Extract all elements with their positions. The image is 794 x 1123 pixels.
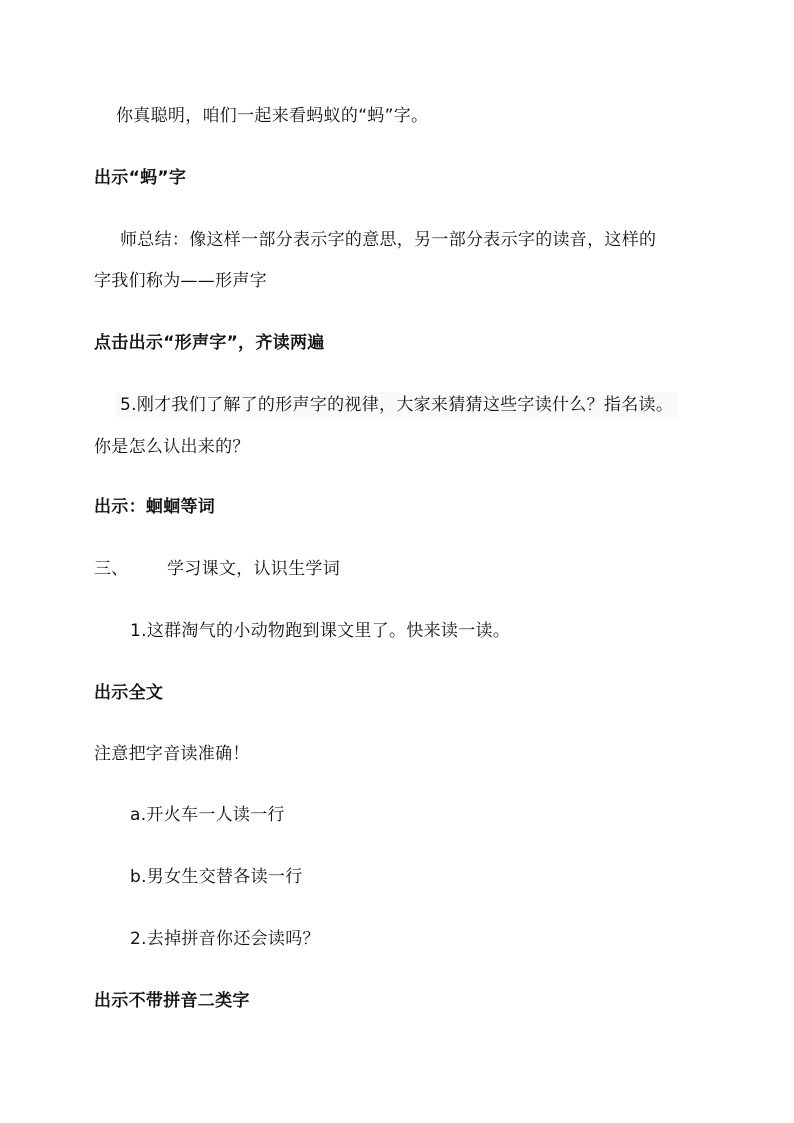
instruction-show-ma: 出示“蚂”字	[94, 168, 187, 188]
section-3-number: 三、	[94, 559, 129, 579]
reminder-pronunciation: 注意把字音读准确！	[94, 744, 250, 764]
activity-b: b.男女生交替各读一行	[130, 867, 303, 887]
section-3-heading: 学习课文，认识生学词	[167, 559, 340, 579]
teacher-summary-line-1: 师总结：像这样一部分表示字的意思，另一部分表示字的读音，这样的	[120, 230, 657, 250]
step-2-text: 2.去掉拼音你还会读吗？	[130, 929, 320, 949]
activity-a: a.开火车一人读一行	[130, 805, 285, 825]
instruction-click-show: 点击出示“形声字”，齐读两遍	[94, 333, 325, 353]
instruction-show-words: 出示：蛔蛔等词	[94, 497, 216, 517]
teacher-summary-line-2: 字我们称为——形声字	[94, 271, 267, 291]
paragraph-praise: 你真聪明，咱们一起来看蚂蚁的“蚂”字。	[116, 106, 429, 126]
step-5-line-1: 5.刚才我们了解了的形声字的视律，大家来猜猜这些字读什么？指名读。	[116, 392, 677, 418]
instruction-show-full-text: 出示全文	[94, 683, 164, 703]
instruction-show-no-pinyin: 出示不带拼音二类字	[94, 991, 250, 1011]
step-1-text: 1.这群淘气的小动物跑到课文里了。快来读一读。	[130, 621, 511, 641]
step-5-line-2: 你是怎么认出来的？	[94, 437, 250, 457]
